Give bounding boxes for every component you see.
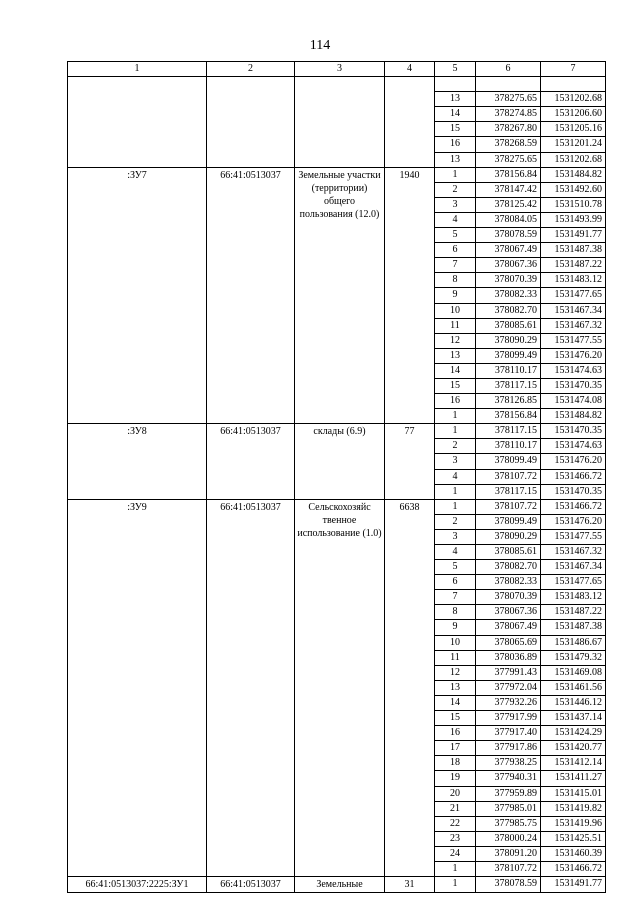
x-coordinate-cell: 377917.40 <box>476 726 541 741</box>
x-coordinate-cell: 378156.84 <box>476 409 541 424</box>
x-coordinate-cell: 378078.59 <box>476 228 541 243</box>
y-coordinate-cell: 1531411.27 <box>541 771 606 786</box>
point-number-cell: 21 <box>435 801 476 816</box>
x-coordinate-cell: 378082.70 <box>476 560 541 575</box>
point-number-cell: 1 <box>435 484 476 499</box>
point-number-cell: 5 <box>435 560 476 575</box>
point-number-cell: 2 <box>435 439 476 454</box>
x-coordinate-cell: 378082.33 <box>476 288 541 303</box>
x-coordinate-cell: 378078.59 <box>476 877 541 893</box>
x-coordinate-cell: 378156.84 <box>476 167 541 182</box>
cadastral-quarter-cell: 66:41:0513037 <box>207 877 295 893</box>
x-coordinate-cell: 378099.49 <box>476 454 541 469</box>
x-coordinate-cell: 378267.80 <box>476 122 541 137</box>
y-coordinate-cell: 1531476.20 <box>541 514 606 529</box>
point-number-cell: 16 <box>435 394 476 409</box>
x-coordinate-cell: 378090.29 <box>476 529 541 544</box>
x-coordinate-cell: 378268.59 <box>476 137 541 152</box>
land-use-cell: Земельные <box>295 877 385 893</box>
point-number-cell: 13 <box>435 680 476 695</box>
area-cell: 77 <box>385 424 435 499</box>
x-coordinate-cell: 378067.49 <box>476 243 541 258</box>
x-coordinate-cell: 378082.33 <box>476 575 541 590</box>
y-coordinate-cell: 1531202.68 <box>541 152 606 167</box>
point-number-cell: 22 <box>435 816 476 831</box>
x-coordinate-cell: 378099.49 <box>476 514 541 529</box>
y-coordinate-cell: 1531460.39 <box>541 846 606 861</box>
x-coordinate-cell: 377985.75 <box>476 816 541 831</box>
cadastral-quarter-cell: 66:41:0513037 <box>207 167 295 424</box>
point-number-cell: 2 <box>435 182 476 197</box>
y-coordinate-cell: 1531510.78 <box>541 197 606 212</box>
x-coordinate-cell: 378036.89 <box>476 650 541 665</box>
column-header: 1 <box>68 62 207 77</box>
point-number-cell: 12 <box>435 333 476 348</box>
cadastral-quarter-cell <box>207 77 295 168</box>
area-cell: 31 <box>385 877 435 893</box>
x-coordinate-cell: 377959.89 <box>476 786 541 801</box>
y-coordinate-cell: 1531420.77 <box>541 741 606 756</box>
y-coordinate-cell: 1531424.29 <box>541 726 606 741</box>
point-number-cell: 1 <box>435 424 476 439</box>
y-coordinate-cell: 1531493.99 <box>541 212 606 227</box>
x-coordinate-cell: 378126.85 <box>476 394 541 409</box>
table-row <box>68 167 606 182</box>
x-coordinate-cell: 377991.43 <box>476 665 541 680</box>
y-coordinate-cell: 1531201.24 <box>541 137 606 152</box>
point-number-cell: 1 <box>435 861 476 876</box>
point-number-cell: 16 <box>435 726 476 741</box>
column-header: 6 <box>476 62 541 77</box>
x-coordinate-cell: 378091.20 <box>476 846 541 861</box>
y-coordinate-cell: 1531446.12 <box>541 695 606 710</box>
y-coordinate-cell: 1531487.38 <box>541 620 606 635</box>
x-coordinate-cell: 378275.65 <box>476 92 541 107</box>
x-coordinate-cell: 377940.31 <box>476 771 541 786</box>
y-coordinate-cell: 1531470.35 <box>541 484 606 499</box>
land-use-cell <box>295 77 385 168</box>
x-coordinate-cell: 378082.70 <box>476 303 541 318</box>
y-coordinate-cell: 1531205.16 <box>541 122 606 137</box>
x-coordinate-cell: 377932.26 <box>476 695 541 710</box>
y-coordinate-cell: 1531477.65 <box>541 288 606 303</box>
point-number-cell: 23 <box>435 831 476 846</box>
point-number-cell: 1 <box>435 409 476 424</box>
point-number-cell: 4 <box>435 545 476 560</box>
y-coordinate-cell: 1531467.32 <box>541 318 606 333</box>
y-coordinate-cell: 1531419.82 <box>541 801 606 816</box>
y-coordinate-cell: 1531469.08 <box>541 665 606 680</box>
y-coordinate-cell: 1531470.35 <box>541 378 606 393</box>
y-coordinate-cell: 1531206.60 <box>541 107 606 122</box>
y-coordinate-cell: 1531419.96 <box>541 816 606 831</box>
x-coordinate-cell: 377985.01 <box>476 801 541 816</box>
point-number-cell: 8 <box>435 605 476 620</box>
point-number-cell: 10 <box>435 635 476 650</box>
y-coordinate-cell: 1531476.20 <box>541 348 606 363</box>
x-coordinate-cell: 378070.39 <box>476 590 541 605</box>
y-coordinate-cell: 1531486.67 <box>541 635 606 650</box>
x-coordinate-cell: 378110.17 <box>476 363 541 378</box>
column-header: 3 <box>295 62 385 77</box>
table-row <box>68 877 606 893</box>
area-cell <box>385 77 435 168</box>
y-coordinate-cell: 1531470.35 <box>541 424 606 439</box>
x-coordinate-cell: 378067.36 <box>476 605 541 620</box>
x-coordinate-cell: 378085.61 <box>476 318 541 333</box>
y-coordinate-cell: 1531466.72 <box>541 861 606 876</box>
cadastral-quarter-cell: 66:41:0513037 <box>207 424 295 499</box>
x-coordinate-cell: 378147.42 <box>476 182 541 197</box>
y-coordinate-cell: 1531492.60 <box>541 182 606 197</box>
y-coordinate-cell: 1531477.55 <box>541 333 606 348</box>
x-coordinate-cell: 378107.72 <box>476 861 541 876</box>
x-coordinate-cell: 378110.17 <box>476 439 541 454</box>
land-use-cell: Земельные участки (территории) общего пользования (12.0) <box>295 167 385 424</box>
y-coordinate-cell: 1531477.65 <box>541 575 606 590</box>
x-coordinate-cell: 378107.72 <box>476 469 541 484</box>
x-coordinate-cell: 378065.69 <box>476 635 541 650</box>
point-number-cell: 6 <box>435 575 476 590</box>
y-coordinate-cell <box>541 77 606 92</box>
y-coordinate-cell: 1531474.08 <box>541 394 606 409</box>
point-number-cell: 8 <box>435 273 476 288</box>
point-number-cell: 20 <box>435 786 476 801</box>
header-row <box>68 62 606 77</box>
column-header: 7 <box>541 62 606 77</box>
table-row <box>68 499 606 514</box>
point-number-cell: 11 <box>435 318 476 333</box>
point-number-cell: 5 <box>435 228 476 243</box>
plot-name-cell <box>68 77 207 168</box>
x-coordinate-cell: 377938.25 <box>476 756 541 771</box>
page-number: 114 <box>309 38 331 53</box>
y-coordinate-cell: 1531467.32 <box>541 545 606 560</box>
point-number-cell: 11 <box>435 650 476 665</box>
point-number-cell: 16 <box>435 137 476 152</box>
point-number-cell: 7 <box>435 258 476 273</box>
y-coordinate-cell: 1531479.32 <box>541 650 606 665</box>
table-row <box>68 424 606 439</box>
x-coordinate-cell: 378107.72 <box>476 499 541 514</box>
y-coordinate-cell: 1531483.12 <box>541 273 606 288</box>
x-coordinate-cell: 378084.05 <box>476 212 541 227</box>
column-header: 2 <box>207 62 295 77</box>
x-coordinate-cell: 378085.61 <box>476 545 541 560</box>
point-number-cell: 15 <box>435 378 476 393</box>
plot-name-cell: :ЗУ7 <box>68 167 207 424</box>
y-coordinate-cell: 1531491.77 <box>541 877 606 893</box>
point-number-cell: 19 <box>435 771 476 786</box>
x-coordinate-cell: 378117.15 <box>476 424 541 439</box>
point-number-cell: 14 <box>435 107 476 122</box>
x-coordinate-cell: 378090.29 <box>476 333 541 348</box>
x-coordinate-cell: 378070.39 <box>476 273 541 288</box>
point-number-cell: 10 <box>435 303 476 318</box>
x-coordinate-cell: 378275.65 <box>476 152 541 167</box>
y-coordinate-cell: 1531487.22 <box>541 605 606 620</box>
point-number-cell: 6 <box>435 243 476 258</box>
x-coordinate-cell: 378067.49 <box>476 620 541 635</box>
y-coordinate-cell: 1531476.20 <box>541 454 606 469</box>
point-number-cell: 24 <box>435 846 476 861</box>
y-coordinate-cell: 1531477.55 <box>541 529 606 544</box>
coordinates-table <box>67 61 606 893</box>
point-number-cell: 12 <box>435 665 476 680</box>
x-coordinate-cell: 377972.04 <box>476 680 541 695</box>
x-coordinate-cell: 378117.15 <box>476 484 541 499</box>
point-number-cell <box>435 77 476 92</box>
y-coordinate-cell: 1531491.77 <box>541 228 606 243</box>
x-coordinate-cell: 378000.24 <box>476 831 541 846</box>
point-number-cell: 13 <box>435 92 476 107</box>
point-number-cell: 7 <box>435 590 476 605</box>
point-number-cell: 15 <box>435 122 476 137</box>
point-number-cell: 17 <box>435 741 476 756</box>
point-number-cell: 15 <box>435 711 476 726</box>
y-coordinate-cell: 1531474.63 <box>541 363 606 378</box>
point-number-cell: 3 <box>435 454 476 469</box>
point-number-cell: 3 <box>435 529 476 544</box>
y-coordinate-cell: 1531425.51 <box>541 831 606 846</box>
y-coordinate-cell: 1531467.34 <box>541 303 606 318</box>
column-header: 5 <box>435 62 476 77</box>
y-coordinate-cell: 1531487.22 <box>541 258 606 273</box>
point-number-cell: 1 <box>435 499 476 514</box>
point-number-cell: 14 <box>435 695 476 710</box>
x-coordinate-cell: 377917.99 <box>476 711 541 726</box>
point-number-cell: 1 <box>435 167 476 182</box>
point-number-cell: 1 <box>435 877 476 893</box>
point-number-cell: 13 <box>435 348 476 363</box>
x-coordinate-cell: 378067.36 <box>476 258 541 273</box>
point-number-cell: 4 <box>435 212 476 227</box>
y-coordinate-cell: 1531461.56 <box>541 680 606 695</box>
x-coordinate-cell: 378099.49 <box>476 348 541 363</box>
area-cell: 6638 <box>385 499 435 876</box>
land-use-cell: Сельскохозяйс твенное использование (1.0) <box>295 499 385 876</box>
point-number-cell: 14 <box>435 363 476 378</box>
point-number-cell: 13 <box>435 152 476 167</box>
column-header: 4 <box>385 62 435 77</box>
cadastral-quarter-cell: 66:41:0513037 <box>207 499 295 876</box>
y-coordinate-cell: 1531466.72 <box>541 469 606 484</box>
point-number-cell: 4 <box>435 469 476 484</box>
x-coordinate-cell: 378274.85 <box>476 107 541 122</box>
y-coordinate-cell: 1531437.14 <box>541 711 606 726</box>
y-coordinate-cell: 1531415.01 <box>541 786 606 801</box>
y-coordinate-cell: 1531474.63 <box>541 439 606 454</box>
table-row <box>68 77 606 92</box>
point-number-cell: 9 <box>435 620 476 635</box>
y-coordinate-cell: 1531484.82 <box>541 167 606 182</box>
y-coordinate-cell: 1531467.34 <box>541 560 606 575</box>
x-coordinate-cell: 377917.86 <box>476 741 541 756</box>
plot-name-cell: :ЗУ9 <box>68 499 207 876</box>
land-use-cell: склады (6.9) <box>295 424 385 499</box>
y-coordinate-cell: 1531412.14 <box>541 756 606 771</box>
x-coordinate-cell <box>476 77 541 92</box>
point-number-cell: 18 <box>435 756 476 771</box>
y-coordinate-cell: 1531466.72 <box>541 499 606 514</box>
x-coordinate-cell: 378125.42 <box>476 197 541 212</box>
point-number-cell: 2 <box>435 514 476 529</box>
y-coordinate-cell: 1531483.12 <box>541 590 606 605</box>
y-coordinate-cell: 1531487.38 <box>541 243 606 258</box>
plot-name-cell: 66:41:0513037:2225:ЗУ1 <box>68 877 207 893</box>
point-number-cell: 3 <box>435 197 476 212</box>
x-coordinate-cell: 378117.15 <box>476 378 541 393</box>
y-coordinate-cell: 1531202.68 <box>541 92 606 107</box>
point-number-cell: 9 <box>435 288 476 303</box>
plot-name-cell: :ЗУ8 <box>68 424 207 499</box>
area-cell: 1940 <box>385 167 435 424</box>
y-coordinate-cell: 1531484.82 <box>541 409 606 424</box>
